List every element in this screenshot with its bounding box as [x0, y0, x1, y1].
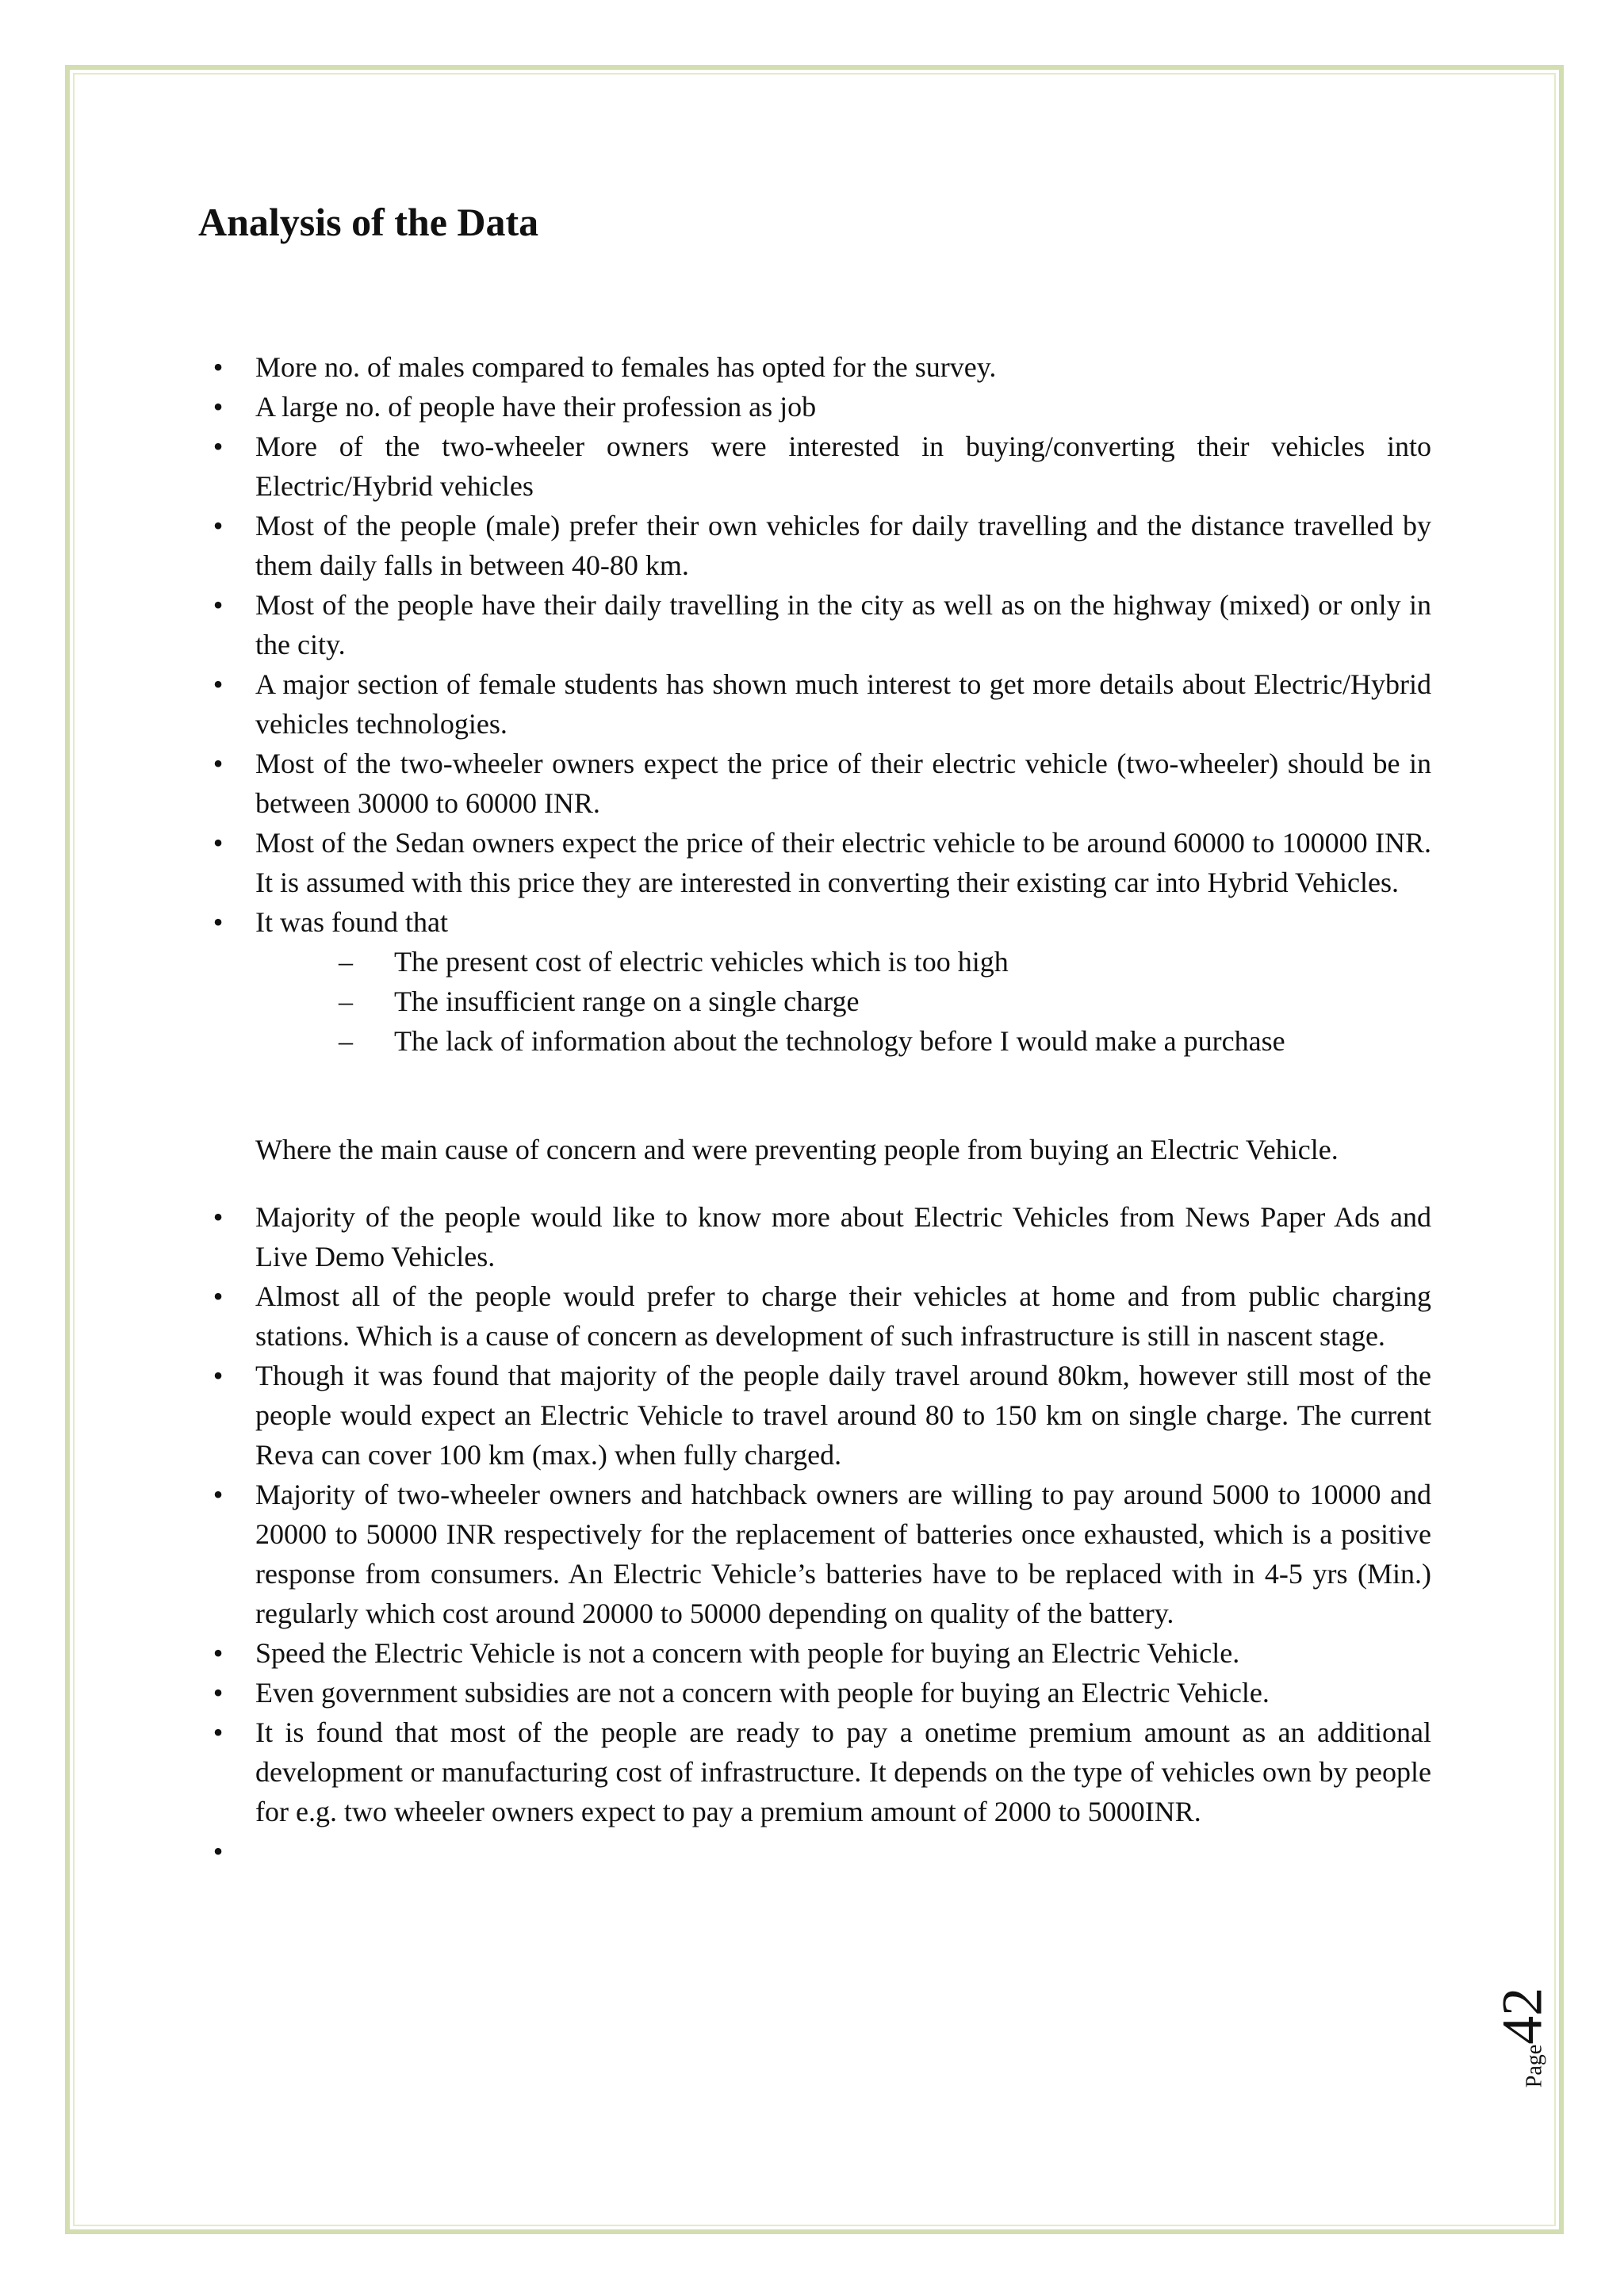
list-item — [198, 744, 1431, 823]
list-item — [198, 902, 1431, 1061]
bullet-icon: • — [213, 748, 224, 779]
bullet-icon: • — [213, 1637, 224, 1669]
list-item-text: It is found that most of the people are ready to pay a onetime premium amount as an additional development or manufacturing cost of infrastructure. It depends on the type of vehicles own by people for e.g. two wheeler owners expect to pay a premium amount of 2000 to 5000INR. — [255, 1716, 1431, 1827]
page-title: Analysis of the Data — [198, 200, 539, 244]
list-item — [198, 585, 1431, 664]
sub-list-item-text: The lack of information about the technology before I would make a purchase — [394, 1025, 1285, 1057]
bullet-icon: • — [213, 510, 224, 541]
page-number-block — [1491, 1974, 1554, 2101]
list-item — [198, 347, 1431, 387]
dash-icon: – — [339, 985, 353, 1017]
bullet-icon: • — [213, 430, 224, 462]
concern-note: Where the main cause of concern and were preventing people from buying an Electric Vehicle. — [255, 1134, 1339, 1165]
bullet-icon: • — [213, 1360, 224, 1391]
page-number-rotated — [1490, 1988, 1556, 2087]
bullet-icon: • — [213, 1201, 224, 1233]
bullet-icon: • — [213, 1677, 224, 1709]
list-item — [198, 1197, 1431, 1276]
list-item-text: Speed the Electric Vehicle is not a concern with people for buying an Electric Vehicle. — [255, 1637, 1240, 1669]
list-item — [198, 1712, 1431, 1831]
concerns-sublist — [255, 942, 1431, 1061]
bullet-icon: • — [213, 906, 224, 938]
bullet-icon: • — [213, 1479, 224, 1510]
sub-list-item-text: The present cost of electric vehicles which is too high — [394, 946, 1009, 978]
list-item-text: A major section of female students has shown much interest to get more details about Electric/Hybrid vehicles technologies. — [255, 668, 1431, 740]
page-number: 42 — [1490, 1987, 1554, 2045]
list-item — [198, 387, 1431, 427]
sub-list-item-text: The insufficient range on a single charge — [394, 985, 860, 1017]
sub-list-item — [255, 982, 1431, 1021]
bullet-icon: • — [213, 1280, 224, 1312]
dash-icon: – — [339, 1025, 353, 1057]
dash-icon: – — [339, 946, 353, 978]
list-item — [198, 1276, 1431, 1356]
list-item — [198, 823, 1431, 902]
bullet-icon: • — [213, 589, 224, 621]
page-label: Page — [1522, 2044, 1547, 2088]
list-item-text: Most of the people have their daily travelling in the city as well as on the highway (mixed) or only in the city. — [255, 589, 1431, 660]
bullet-icon: • — [213, 827, 224, 859]
list-item — [198, 1356, 1431, 1475]
bullet-icon: • — [213, 1716, 224, 1748]
bullet-icon: • — [213, 391, 224, 423]
list-item — [198, 1673, 1431, 1712]
list-item-text: More of the two-wheeler owners were interested in buying/converting their vehicles into Electric/Hybrid vehicles — [255, 430, 1431, 502]
sub-list-item — [255, 942, 1431, 982]
list-item — [198, 506, 1431, 585]
bullet-icon: • — [213, 668, 224, 700]
list-item — [198, 1475, 1431, 1633]
findings-list-part2 — [198, 1197, 1431, 1867]
list-item — [198, 664, 1431, 744]
list-item-text: Even government subsidies are not a concern with people for buying an Electric Vehicle. — [255, 1677, 1270, 1709]
list-item-text: Majority of two-wheeler owners and hatchback owners are willing to pay around 5000 to 10000 and 20000 to 50000 INR respectively for the replacement of batteries once exhausted, which is a positive response from consumers. An Electric Vehicle’s batteries have to be replaced with in 4-5 yrs (Min.) regularly which cost around 20000 to 50000 depending on quality of the battery. — [255, 1479, 1431, 1629]
list-item-text: Most of the people (male) prefer their own vehicles for daily travelling and the distance travelled by them daily falls in between 40-80 km. — [255, 510, 1431, 581]
list-item-text: More no. of males compared to females has opted for the survey. — [255, 351, 997, 383]
list-item — [198, 427, 1431, 506]
bullet-icon: • — [213, 351, 224, 383]
findings-list-part1 — [198, 347, 1431, 1061]
list-item-text: Almost all of the people would prefer to charge their vehicles at home and from public charging stations. Which is a cause of concern as development of such infrastructure is still in nascent stage. — [255, 1280, 1431, 1352]
list-item-text: Majority of the people would like to know more about Electric Vehicles from News Paper Ads and Live Demo Vehicles. — [255, 1201, 1431, 1272]
list-item-text: Though it was found that majority of the people daily travel around 80km, however still most of the people would expect an Electric Vehicle to travel around 80 to 150 km on single charge. The current Reva can cover 100 km (max.) when fully charged. — [255, 1360, 1431, 1471]
list-item-text: Most of the two-wheeler owners expect the price of their electric vehicle (two-wheeler) should be in between 30000 to 60000 INR. — [255, 748, 1431, 819]
list-item — [198, 1633, 1431, 1673]
bullet-icon: • — [213, 1835, 224, 1867]
list-item-text: A large no. of people have their profession as job — [255, 391, 817, 423]
list-item-text: It was found that — [255, 906, 448, 938]
list-item-text: Most of the Sedan owners expect the price of their electric vehicle to be around 60000 to 100000 INR. It is assumed with this price they are interested in converting their existing car into Hybrid Vehicles. — [255, 827, 1431, 898]
sub-list-item — [255, 1021, 1431, 1061]
